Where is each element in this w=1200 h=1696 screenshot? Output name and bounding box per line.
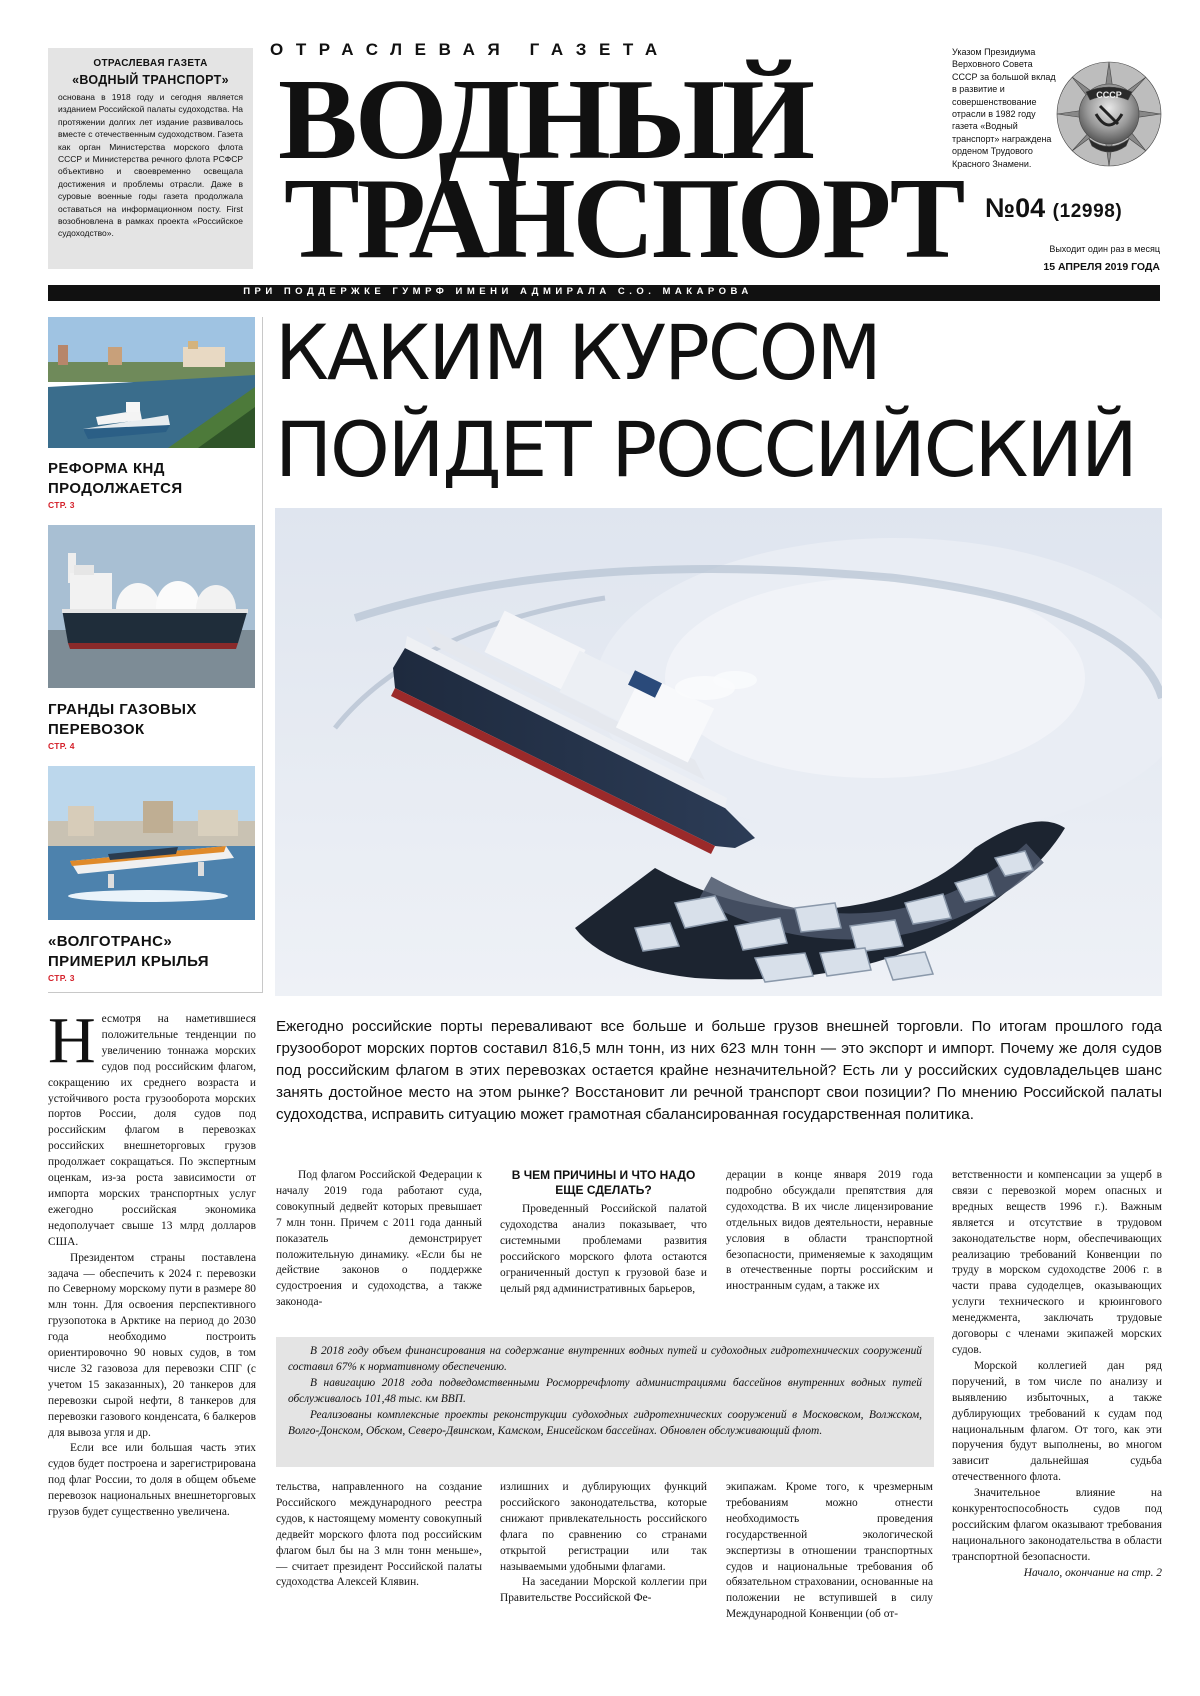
medal-label: СССР bbox=[1096, 90, 1122, 100]
article-paragraph: Президентом страны поставлена задача — обеспечить к 2024 г. перевозки по Северному морскому пути в размере 80 млн тонн. Для освоения перспективного грузопотока в Арктике на период до 2030 года необходимо построить ориентировочно 90 новых судов, в том числе 32 газовоза для перевозки СПГ (с учетом 15 заказанных), 20 танкеров для перевозки сырой нефти, 8 танкеров для перевозки газового конденсата, 6 балкеров для вывоза угля и др. bbox=[48, 1251, 256, 1439]
teaser-photo-hydrofoil[interactable] bbox=[48, 766, 255, 920]
fact-item: Реализованы комплексные проекты реконструкции судоходных гидротехнических сооружений в Московском, Волжском, Волго-Донском, Обском, Северо-Двинском, Камском, Енисейском бассейнах. Обновлен обслуживающий флот. bbox=[288, 1408, 922, 1437]
about-name: «ВОДНЫЙ ТРАНСПОРТ» bbox=[72, 73, 229, 87]
order-medal-icon bbox=[1054, 44, 1164, 184]
teaser-page-3[interactable]: СТР. 3 bbox=[48, 973, 75, 983]
teaser-page-1[interactable]: СТР. 3 bbox=[48, 500, 75, 510]
article-column-4-top bbox=[726, 1168, 933, 1295]
article-paragraph: излишних и дублирующих функций российского законодательства, которые снижают привлекательность российского флага по сравнению со странами открытой регистрации или так называемыми удобными флагами. bbox=[500, 1481, 707, 1573]
publication-frequency: Выходит один раз в месяц bbox=[1049, 244, 1160, 254]
main-headline: КАКИМ КУРСОМ ПОЙДЕТ РОССИЙСКИЙ bbox=[275, 308, 1136, 494]
article-column-1 bbox=[48, 1004, 256, 1521]
masthead-title-line2: ТРАНСПОРТ bbox=[284, 155, 963, 282]
drop-cap: Н bbox=[48, 1004, 96, 1077]
teaser-title-1[interactable]: РЕФОРМА КНД ПРОДОЛЖАЕТСЯ bbox=[48, 460, 183, 497]
article-paragraph: экипажам. Кроме того, к чрезмерным требованиям можно отнести необходимость проведения государственной экологической экспертизы в отношении транспортных судов и национальные требования об обязательном страховании, основанные на положении не вступившей в силу Международной Конвенции (об от- bbox=[726, 1481, 933, 1621]
article-paragraph: Значительное влияние на конкурентоспособность судов под российским флагом оказывают требования национального законодательства в области транспортной безопасности. bbox=[952, 1487, 1162, 1563]
award-text: Указом Президиума Верховного Совета СССР за большой вклад в развитие и совершенствование отрасли в 1982 году газета «Водный транспорт» награждена орденом Трудового Красного Знамени. bbox=[952, 47, 1056, 169]
article-paragraph: ветственности и компенсации за ущерб в связи с перевозкой морем опасных и вредных веществ 1996 г.). Важным является и отсутствие в трудовом законодательстве норм, обеспечивающих реализацию требований Конвенции по труду в морском судоходстве 2006 г. в части права судоделцев, оказывающих услуги технического и крюингового менеджмента, заключать трудовые договоры с членами экипажей морских судов. bbox=[952, 1169, 1162, 1356]
article-text: есмотря на наметившиеся положительные тенденции по увеличению тоннажа морских судов под российским флагом, сокращению их среднего возраста и устойчивого роста грузооборота морских портов России, доля судов под российским флагом в перевозках российских внешнеторговых грузов продолжает сокращаться. По экспертным оценкам, из-за роста зависимости от импорта морских транспортных услуг ежегодно российская экономика недополучает свыше 13 млрд долларов США. bbox=[48, 1013, 256, 1248]
article-paragraph: тельства, направленного на создание Российского международного реестра судов, к настоящему моменту совокупный дедвейт морского флота под российским флагом был бы на 3 млн тонн меньше», — считает президент Российской палаты судоходства Алексей Клявин. bbox=[276, 1481, 482, 1589]
article-column-2-top bbox=[276, 1168, 482, 1311]
masthead-title-line1: ВОДНЫЙ bbox=[278, 56, 812, 183]
article-paragraph: Проведенный Российской палатой судоходства анализ показывает, что системными проблемами развития российского морского флота остаются ограниченный доступ к грузовой базе и целый ряд административных барьеров, bbox=[500, 1203, 707, 1295]
masthead-kicker: ОТРАСЛЕВАЯ ГАЗЕТА bbox=[270, 40, 670, 59]
teaser-title-3[interactable]: «ВОЛГОТРАНС» ПРИМЕРИЛ КРЫЛЬЯ bbox=[48, 933, 209, 970]
article-paragraph: Под флагом Российской Федерации к началу 2019 года работают суда, совокупный дедвейт которых превышает 7 млн тонн. Причем с 2011 года данный показатель демонстрирует положительную динамику. «Если бы не действие законов о поддержке судостроения и судоходства, а также законода- bbox=[276, 1169, 482, 1309]
article-paragraph: На заседании Морской коллегии при Правительстве Российской Фе- bbox=[500, 1576, 707, 1605]
facts-box bbox=[276, 1337, 934, 1467]
article-paragraph: дерации в конце января 2019 года подробно обсуждали препятствия для судоходства. В их числе лицензирование отдельных видов деятельности, неравные условия в области транспортной безопасности, применяемые к заходящим в отечественные порты российским и иностранным судам, а также их bbox=[726, 1169, 933, 1293]
teaser-photo-river-lock[interactable] bbox=[48, 317, 255, 448]
teaser-page-2[interactable]: СТР. 4 bbox=[48, 741, 75, 751]
issue-number-total: (12998) bbox=[1052, 201, 1123, 222]
fact-item: В 2018 году объем финансирования на содержание внутренних водных путей и судоходных гидротехнических сооружений составил 67% к нормативному обеспечению. bbox=[288, 1345, 922, 1373]
about-kicker: ОТРАСЛЕВАЯ ГАЗЕТА bbox=[93, 58, 208, 69]
teaser-photo-lng-carrier[interactable] bbox=[48, 525, 255, 688]
about-box bbox=[48, 48, 253, 269]
issue-number bbox=[985, 193, 1122, 224]
article-column-2-bottom bbox=[276, 1480, 482, 1591]
article-lead: Ежегодно российские порты переваливают все больше и больше грузов внешней торговли. По итогам прошлого года грузооборот морских портов составил 816,5 млн тонн, из них 623 млн тонн — это экспорт и импорт. Почему же доля судов под российским флагом в этих перевозках остается крайне незначительной? Есть ли у российских судовладельцев шанс занять достойное место на этом рынке? Восстановит ли речной транспорт свои позиции? По мнению Российской палаты судоходства, исправить ситуацию может грамотная сбалансированная государственная политика. bbox=[276, 1018, 1162, 1123]
article-paragraph: Если все или большая часть этих судов будет построена и зарегистрирована под флаг России, то доля в общем объеме перевозок национальных внешнеторговых грузов будет существенно увеличена. bbox=[48, 1442, 256, 1519]
continuation-note: Начало, окончание на стр. 2 bbox=[1023, 1566, 1162, 1579]
article-column-3-top bbox=[500, 1168, 707, 1297]
publication-date: 15 АПРЕЛЯ 2019 ГОДА bbox=[1043, 261, 1160, 273]
article-paragraph: Морской коллегией дан ряд поручений, в том числе по анализу и выявлению избыточных, а также дублирующих требований к судам под национальным флагом. От того, как эти поручения будут выполнены, во многом зависит дальнейшая судьба отечественного флота. bbox=[952, 1359, 1162, 1484]
article-paragraph bbox=[48, 1004, 256, 1251]
issue-number-main: №04 bbox=[985, 193, 1046, 223]
about-text: основана в 1918 году и сегодня является изданием Российской палаты судоходства. На протяжении долгих лет издание развивалось вместе с отечественным судоходством. Газета как орган Министерства морского флота СССР и Министерства речного флота РСФСР объективно и своевременно освещала достижения и проблемы отрасли. Даже в суровые военные годы газета продолжала оставаться на информационном посту. First возобновлена в рамках проекта «Российское судоходство». bbox=[58, 92, 243, 239]
teaser-title-2[interactable]: ГРАНДЫ ГАЗОВЫХ ПЕРЕВОЗОК bbox=[48, 701, 197, 738]
article-column-3-bottom bbox=[500, 1480, 707, 1607]
sidebar-divider bbox=[262, 317, 263, 992]
article-subheading: В ЧЕМ ПРИЧИНЫ И ЧТО НАДО ЕЩЕ СДЕЛАТЬ? bbox=[511, 1168, 696, 1197]
fact-item: В навигацию 2018 года подведомственными Росморречфлоту администрациями бассейнов внутренних водных путей обслуживалось 101,48 тыс. км ВВП. bbox=[288, 1376, 922, 1405]
support-text: ПРИ ПОДДЕРЖКЕ ГУМРФ ИМЕНИ АДМИРАЛА С.О. МАКАРОВА bbox=[243, 286, 753, 297]
sidebar-bottom-divider bbox=[48, 992, 263, 993]
main-photo-lng-tanker-in-ice bbox=[275, 508, 1162, 996]
article-column-4-bottom bbox=[726, 1480, 933, 1623]
article-column-5 bbox=[952, 1168, 1162, 1582]
